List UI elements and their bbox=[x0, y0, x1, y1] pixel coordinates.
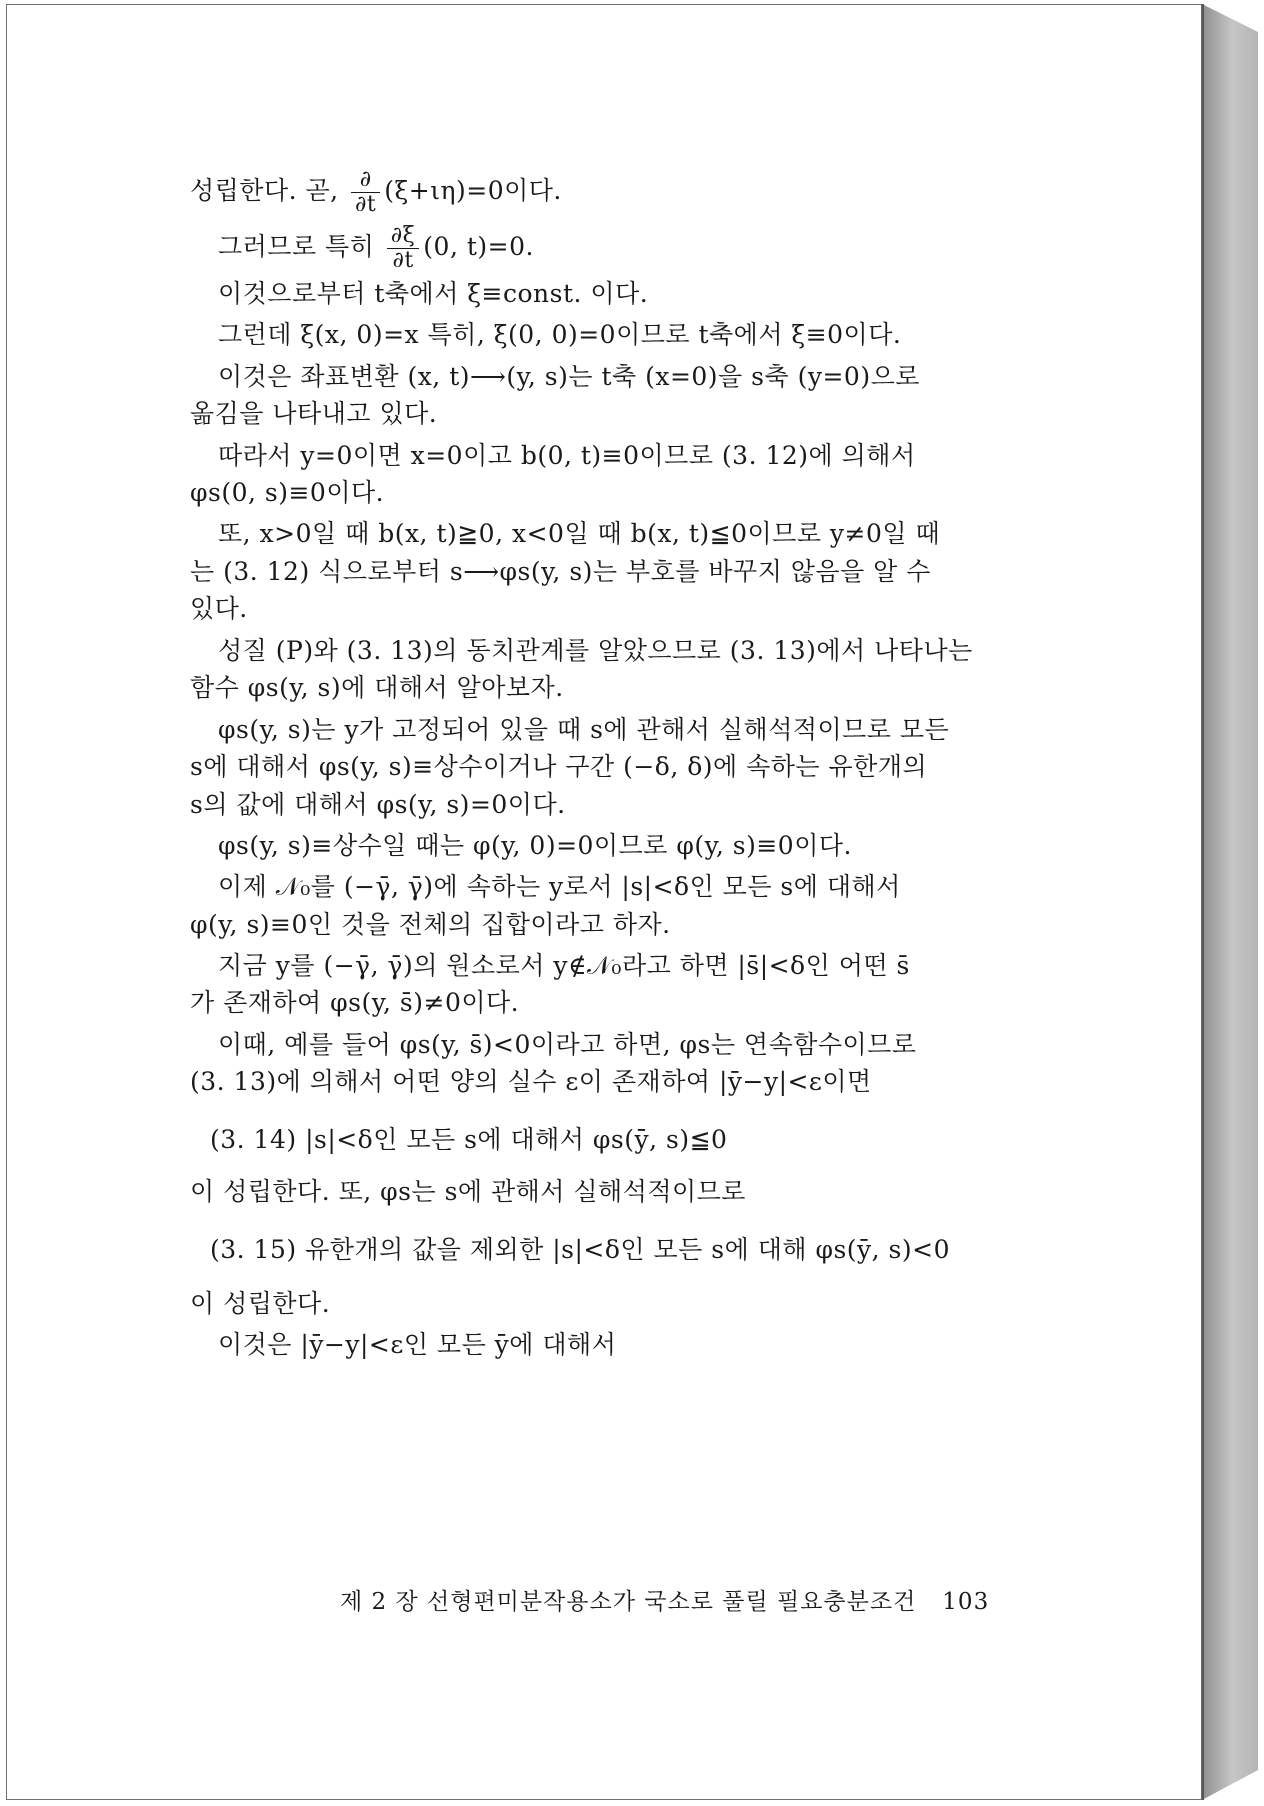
text-line-15: s에 대해서 φs(y, s)≡상수이거나 구간 (−δ, δ)에 속하는 유한개의 bbox=[190, 752, 928, 781]
text-line-7: 따라서 y=0이면 x=0이고 b(0, t)≡0이므로 (3. 12)에 의해서 bbox=[218, 441, 916, 470]
text-line-6: 옮김을 나타내고 있다. bbox=[190, 399, 438, 428]
equation-3-14: (3. 14) |s|<δ인 모든 s에 대해서 φs(ȳ, s)≦0 bbox=[210, 1125, 728, 1154]
text-line-11: 있다. bbox=[190, 594, 248, 623]
text-line-4: 그런데 ξ(x, 0)=x 특히, ξ(0, 0)=0이므로 t축에서 ξ≡0이다. bbox=[218, 320, 902, 349]
text-line-8: φs(0, s)≡0이다. bbox=[190, 478, 385, 507]
partial-derivative-fraction: $\frac{\partial}{\partial t}$ bbox=[351, 168, 380, 217]
text-line-27: 이 성립한다. bbox=[190, 1289, 331, 1318]
text-line-25: 이 성립한다. 또, φs는 s에 관해서 실해석적이므로 bbox=[190, 1177, 746, 1206]
text-line-10: 는 (3. 12) 식으로부터 s⟶φs(y, s)는 부호를 바꾸지 않음을 알 수 bbox=[190, 557, 931, 586]
page-number: 103 bbox=[942, 1589, 990, 1615]
text-line-13: 함수 φs(y, s)에 대해서 알아보자. bbox=[190, 673, 564, 702]
text-line-16: s의 값에 대해서 φs(y, s)=0이다. bbox=[190, 790, 566, 819]
text-line-1: 성립한다. 곧, $\frac{\partial}{\partial t}$ (ξ+ιη)=0이다. bbox=[190, 167, 562, 217]
text-line-14: φs(y, s)는 y가 고정되어 있을 때 s에 관해서 실해석적이므로 모든 bbox=[218, 715, 950, 744]
text-line-19: φ(y, s)≡0인 것을 전체의 집합이라고 하자. bbox=[190, 910, 671, 939]
text-line-23: (3. 13)에 의해서 어떤 양의 실수 ε이 존재하여 |ȳ−y|<ε이면 bbox=[190, 1067, 872, 1096]
text-line-22: 이때, 예를 들어 φs(y, s̄)<0이라고 하면, φs는 연속함수이므로 bbox=[218, 1030, 917, 1059]
text-line-3: 이것으로부터 t축에서 ξ≡const. 이다. bbox=[218, 279, 649, 308]
text-line-9: 또, x>0일 때 b(x, t)≧0, x<0일 때 b(x, t)≦0이므로 y≠0일 때 bbox=[218, 519, 941, 548]
equation-3-15: (3. 15) 유한개의 값을 제외한 |s|<δ인 모든 s에 대해 φs(ȳ, s)<0 bbox=[210, 1235, 950, 1264]
text-line-12: 성질 (P)와 (3. 13)의 동치관계를 알았으므로 (3. 13)에서 나타나는 bbox=[218, 636, 973, 665]
book-page bbox=[6, 4, 1202, 1800]
page-edge-shadow bbox=[1202, 4, 1258, 1800]
chapter-title: 제 2 장 선형편미분작용소가 국소로 풀릴 필요충분조건 bbox=[340, 1589, 917, 1615]
text-line-28: 이것은 |ȳ−y|<ε인 모든 ȳ에 대해서 bbox=[218, 1330, 617, 1359]
text-line-20: 지금 y를 (−γ̄, γ̄)의 원소로서 y∉𝒩₀라고 하면 |s̄|<δ인 어떤 s̄ bbox=[218, 951, 910, 980]
text-line-18: 이제 𝒩₀를 (−γ̄, γ̄)에 속하는 y로서 |s|<δ인 모든 s에 대해서 bbox=[218, 872, 901, 901]
page-edge-line bbox=[1202, 4, 1204, 1800]
text-line-17: φs(y, s)≡상수일 때는 φ(y, 0)=0이므로 φ(y, s)≡0이다. bbox=[218, 831, 852, 860]
text-line-5: 이것은 좌표변환 (x, t)⟶(y, s)는 t축 (x=0)을 s축 (y=0)으로 bbox=[218, 362, 920, 391]
text-line-2: 그러므로 특히 $\frac{\partial\xi}{\partial t}$ (0, t)=0. bbox=[218, 223, 534, 273]
partial-derivative-fraction: $\frac{\partial\xi}{\partial t}$ bbox=[387, 224, 420, 273]
text-line-21: 가 존재하여 φs(y, s̄)≠0이다. bbox=[190, 988, 520, 1017]
running-footer bbox=[340, 1583, 1000, 1616]
